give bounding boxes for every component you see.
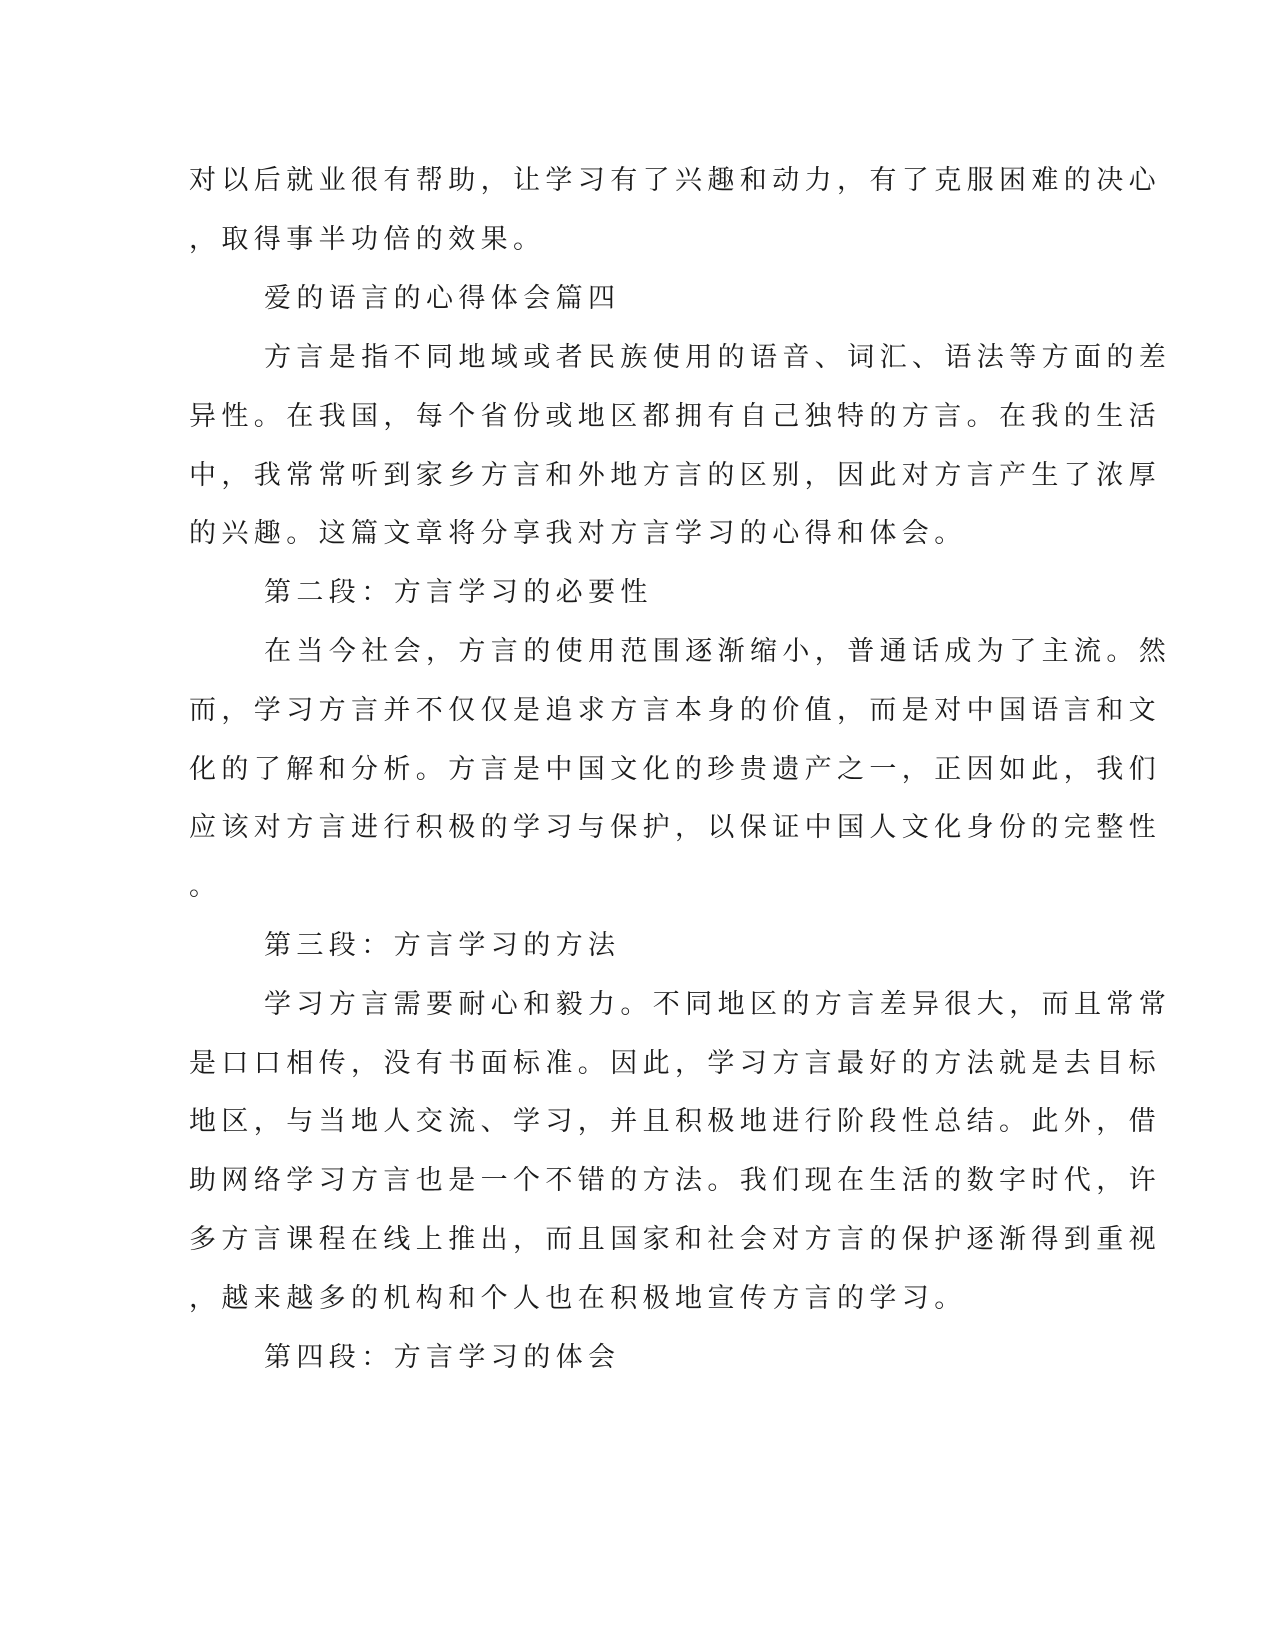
text-line: 助网络学习方言也是一个不错的方法。我们现在生活的数字时代，许 (189, 1165, 1161, 1196)
text-line: 在当今社会，方言的使用范围逐渐缩小，普通话成为了主流。然 (264, 636, 1172, 667)
text-line: ，越来越多的机构和个人也在积极地宣传方言的学习。 (189, 1283, 967, 1314)
text-line: ，取得事半功倍的效果。 (189, 224, 546, 255)
text-line: 的兴趣。这篇文章将分享我对方言学习的心得和体会。 (189, 518, 967, 549)
text-line: 。 (189, 871, 222, 902)
text-line: 是口口相传，没有书面标准。因此，学习方言最好的方法就是去目标 (189, 1048, 1161, 1079)
text-line: 异性。在我国，每个省份或地区都拥有自己独特的方言。在我的生活 (189, 401, 1161, 432)
paragraph-heading: 第三段：方言学习的方法 (264, 930, 621, 961)
paragraph-heading: 第二段：方言学习的必要性 (264, 577, 653, 608)
paragraph-heading: 第四段：方言学习的体会 (264, 1342, 621, 1373)
text-line: 地区，与当地人交流、学习，并且积极地进行阶段性总结。此外，借 (189, 1106, 1161, 1137)
text-line: 应该对方言进行积极的学习与保护，以保证中国人文化身份的完整性 (189, 812, 1161, 843)
text-line: 化的了解和分析。方言是中国文化的珍贵遗产之一，正因如此，我们 (189, 754, 1161, 785)
text-line: 多方言课程在线上推出，而且国家和社会对方言的保护逐渐得到重视 (189, 1224, 1161, 1255)
text-line: 对以后就业很有帮助，让学习有了兴趣和动力，有了克服困难的决心 (189, 165, 1161, 196)
section-title: 爱的语言的心得体会篇四 (264, 283, 621, 314)
text-line: 方言是指不同地域或者民族使用的语音、词汇、语法等方面的差 (264, 342, 1172, 373)
text-line: 而，学习方言并不仅仅是追求方言本身的价值，而是对中国语言和文 (189, 695, 1161, 726)
text-line: 学习方言需要耐心和毅力。不同地区的方言差异很大，而且常常 (264, 989, 1172, 1020)
text-line: 中，我常常听到家乡方言和外地方言的区别，因此对方言产生了浓厚 (189, 460, 1161, 491)
